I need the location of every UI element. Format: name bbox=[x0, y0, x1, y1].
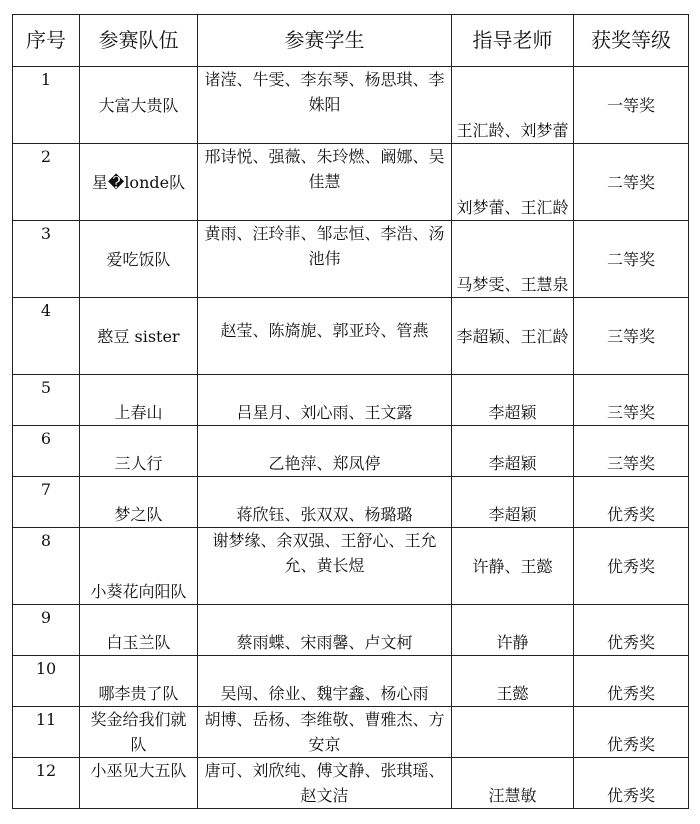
student-names: 赵莹、陈旖旎、郭亚玲、管燕 bbox=[198, 298, 452, 375]
award-level: 三等奖 bbox=[574, 375, 689, 426]
team-name: 憨豆 sister bbox=[80, 298, 198, 375]
table-row bbox=[13, 758, 689, 809]
team-name: 梦之队 bbox=[80, 477, 198, 528]
award-level: 优秀奖 bbox=[574, 477, 689, 528]
teacher-names: 李超颖 bbox=[452, 477, 574, 528]
teacher-names: 李超颖 bbox=[452, 375, 574, 426]
student-names: 胡博、岳杨、李维敬、曹雅杰、方安京 bbox=[198, 707, 452, 758]
student-names: 蒋欣钰、张双双、杨璐璐 bbox=[198, 477, 452, 528]
table-row bbox=[13, 221, 689, 298]
header-teacher: 指导老师 bbox=[452, 15, 574, 67]
teacher-names: 刘梦蕾、王汇龄 bbox=[452, 144, 574, 221]
student-names: 唐可、刘欣纯、傅文静、张琪瑶、赵文洁 bbox=[198, 758, 452, 809]
header-students: 参赛学生 bbox=[198, 15, 452, 67]
team-name: 爱吃饭队 bbox=[80, 221, 198, 298]
row-index: 12 bbox=[13, 758, 80, 809]
header-row bbox=[13, 15, 689, 67]
team-name: 上春山 bbox=[80, 375, 198, 426]
table-row bbox=[13, 144, 689, 221]
teacher-names: 李超颖 bbox=[452, 426, 574, 477]
row-index: 11 bbox=[13, 707, 80, 758]
table-row bbox=[13, 656, 689, 707]
row-index: 8 bbox=[13, 528, 80, 605]
teacher-names: 王汇龄、刘梦蕾 bbox=[452, 67, 574, 144]
team-name: 哪李贵了队 bbox=[80, 656, 198, 707]
row-index: 10 bbox=[13, 656, 80, 707]
teacher-names: 许静 bbox=[452, 605, 574, 656]
award-level: 优秀奖 bbox=[574, 528, 689, 605]
teacher-names: 许静、王懿 bbox=[452, 528, 574, 605]
team-name: 白玉兰队 bbox=[80, 605, 198, 656]
row-index: 3 bbox=[13, 221, 80, 298]
teacher-names: 李超颖、王汇龄 bbox=[452, 298, 574, 375]
table-row bbox=[13, 298, 689, 375]
header-award: 获奖等级 bbox=[574, 15, 689, 67]
team-name: 大富大贵队 bbox=[80, 67, 198, 144]
student-names: 谢梦缘、余双强、王舒心、王允允、黄长煜 bbox=[198, 528, 452, 605]
table-row bbox=[13, 375, 689, 426]
student-names: 吕星月、刘心雨、王文露 bbox=[198, 375, 452, 426]
team-name: 奖金给我们就队 bbox=[80, 707, 198, 758]
teacher-names bbox=[452, 707, 574, 758]
row-index: 7 bbox=[13, 477, 80, 528]
award-level: 一等奖 bbox=[574, 67, 689, 144]
award-level: 优秀奖 bbox=[574, 758, 689, 809]
award-level: 优秀奖 bbox=[574, 605, 689, 656]
award-level: 三等奖 bbox=[574, 298, 689, 375]
row-index: 9 bbox=[13, 605, 80, 656]
table-row bbox=[13, 528, 689, 605]
student-names: 蔡雨蝶、宋雨馨、卢文柯 bbox=[198, 605, 452, 656]
student-names: 黄雨、汪玲菲、邹志恒、李浩、汤池伟 bbox=[198, 221, 452, 298]
table-row bbox=[13, 67, 689, 144]
team-name: 小葵花向阳队 bbox=[80, 528, 198, 605]
award-level: 二等奖 bbox=[574, 144, 689, 221]
award-level: 优秀奖 bbox=[574, 656, 689, 707]
teacher-names: 王懿 bbox=[452, 656, 574, 707]
team-name: 星�londe队 bbox=[80, 144, 198, 221]
table-row bbox=[13, 477, 689, 528]
row-index: 5 bbox=[13, 375, 80, 426]
table-row bbox=[13, 605, 689, 656]
team-name: 三人行 bbox=[80, 426, 198, 477]
award-level: 三等奖 bbox=[574, 426, 689, 477]
row-index: 6 bbox=[13, 426, 80, 477]
table-row bbox=[13, 426, 689, 477]
row-index: 4 bbox=[13, 298, 80, 375]
award-level: 二等奖 bbox=[574, 221, 689, 298]
table-row bbox=[13, 707, 689, 758]
header-index: 序号 bbox=[13, 15, 80, 67]
team-name: 小巫见大五队 bbox=[80, 758, 198, 809]
row-index: 2 bbox=[13, 144, 80, 221]
student-names: 邢诗悦、强薇、朱玲燃、阚娜、吴佳慧 bbox=[198, 144, 452, 221]
award-level: 优秀奖 bbox=[574, 707, 689, 758]
student-names: 吴闯、徐业、魏宇鑫、杨心雨 bbox=[198, 656, 452, 707]
student-names: 诸滢、牛雯、李东琴、杨思琪、李姝阳 bbox=[198, 67, 452, 144]
teacher-names: 马梦雯、王慧泉 bbox=[452, 221, 574, 298]
teacher-names: 汪慧敏 bbox=[452, 758, 574, 809]
awards-table bbox=[12, 14, 689, 809]
student-names: 乙艳萍、郑凤停 bbox=[198, 426, 452, 477]
header-team: 参赛队伍 bbox=[80, 15, 198, 67]
row-index: 1 bbox=[13, 67, 80, 144]
